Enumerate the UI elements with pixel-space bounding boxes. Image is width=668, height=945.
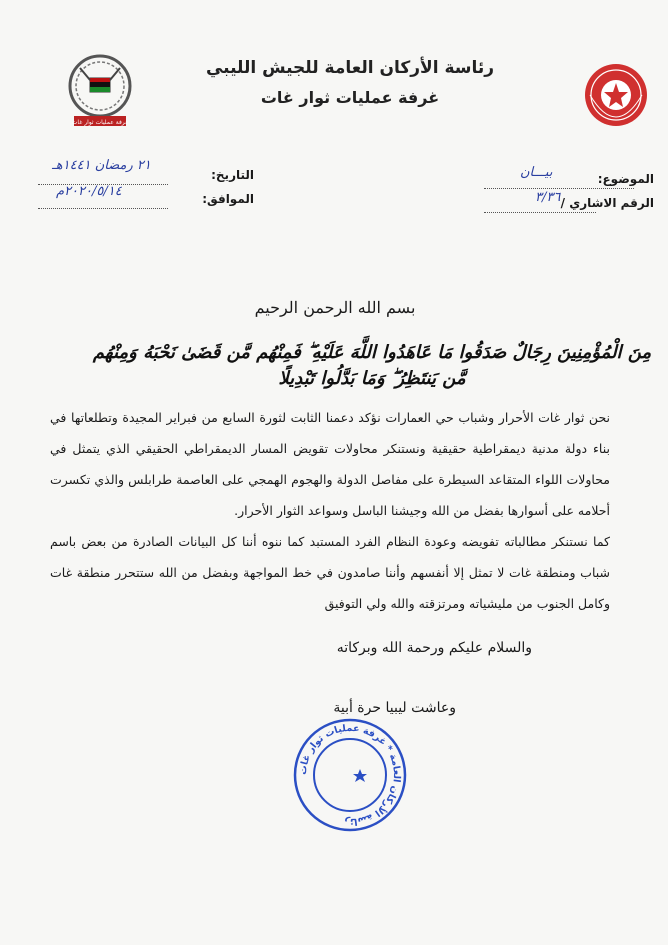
closing-greeting: والسلام عليكم ورحمة الله وبركاته <box>336 640 532 656</box>
army-seal-icon <box>582 55 650 137</box>
subject-line <box>484 176 634 189</box>
statement-body <box>50 402 610 619</box>
closing-slogan: وعاشت ليبيا حرة أبية <box>333 700 456 716</box>
statement-paragraph: كما نستنكر مطالباته تفويضه وعودة النظام الفرد المستبد كما ننوه أننا كل البيانات الصادرة من بعض باسم شباب ومنطقة غات لا تمثل إلا أنفسهم وأننا صامدون في خط المواجهة وبفضل من الله ستتحرر منطقة غات وكامل الجنوب من مليشياته ومرتزقته والله ولي التوفيق <box>50 534 610 611</box>
subject-value: بيـــان <box>520 165 553 180</box>
reference-value: ٣/٣٦ <box>535 190 561 205</box>
svg-text:رئاسة الأركان العامة * غرفة عم: رئاسة الأركان العامة * غرفة عمليات ثوار غات <box>297 722 403 828</box>
svg-text:غرفة عمليات ثوار غات: غرفة عمليات ثوار غات <box>71 119 129 126</box>
date-value: ٢١ رمضان ١٤٤١هـ <box>52 158 151 173</box>
organization-subtitle: غرفة عمليات ثوار غات <box>260 88 440 107</box>
official-stamp-icon <box>290 715 410 835</box>
subject-label: الموضوع: <box>597 172 654 186</box>
date-label: التاريخ: <box>211 168 254 182</box>
gregorian-date-value: ٢٠٢٠/٥/١٤م <box>56 184 122 199</box>
organization-title: رئاسة الأركان العامة للجيش الليبي <box>205 58 495 78</box>
statement-paragraph: نحن ثوار غات الأحرار وشباب حي العمارات نؤكد دعمنا الثابت لثورة السابع من فبراير المجيدة وتطلعاتها في بناء دولة مدنية ديمقراطية حقيقية ونستنكر محاولات تقويض المسار الديمقراطي الحقيقي الذي يتمثل في محاولات اللواء المتقاعد السيطرة على مفاصل الدولة والهجوم الهمجي على العاصمة طرابلس والذي تكسرت أحلامه على أسوارها بفضل من الله وجيشنا الباسل وسواعد الثوار الأحرار. <box>50 410 610 518</box>
quran-verse: مِنَ الْمُؤْمِنِينَ رِجَالٌ صَدَقُوا مَا عَاهَدُوا اللَّهَ عَلَيْهِ ۖ فَمِنْهُم مَّن قَضَىٰ نَحْبَهُ وَمِنْهُم مَّن يَنتَظِرُ ۖ وَمَا بَدَّلُوا تَبْدِيلًا <box>92 342 652 389</box>
revolutionaries-emblem-icon <box>60 50 140 130</box>
reference-label: الرقم الاشاري / <box>560 196 654 210</box>
gregorian-date-label: الموافق: <box>202 192 254 206</box>
basmala: بسم الله الرحمن الرحيم <box>254 298 416 317</box>
